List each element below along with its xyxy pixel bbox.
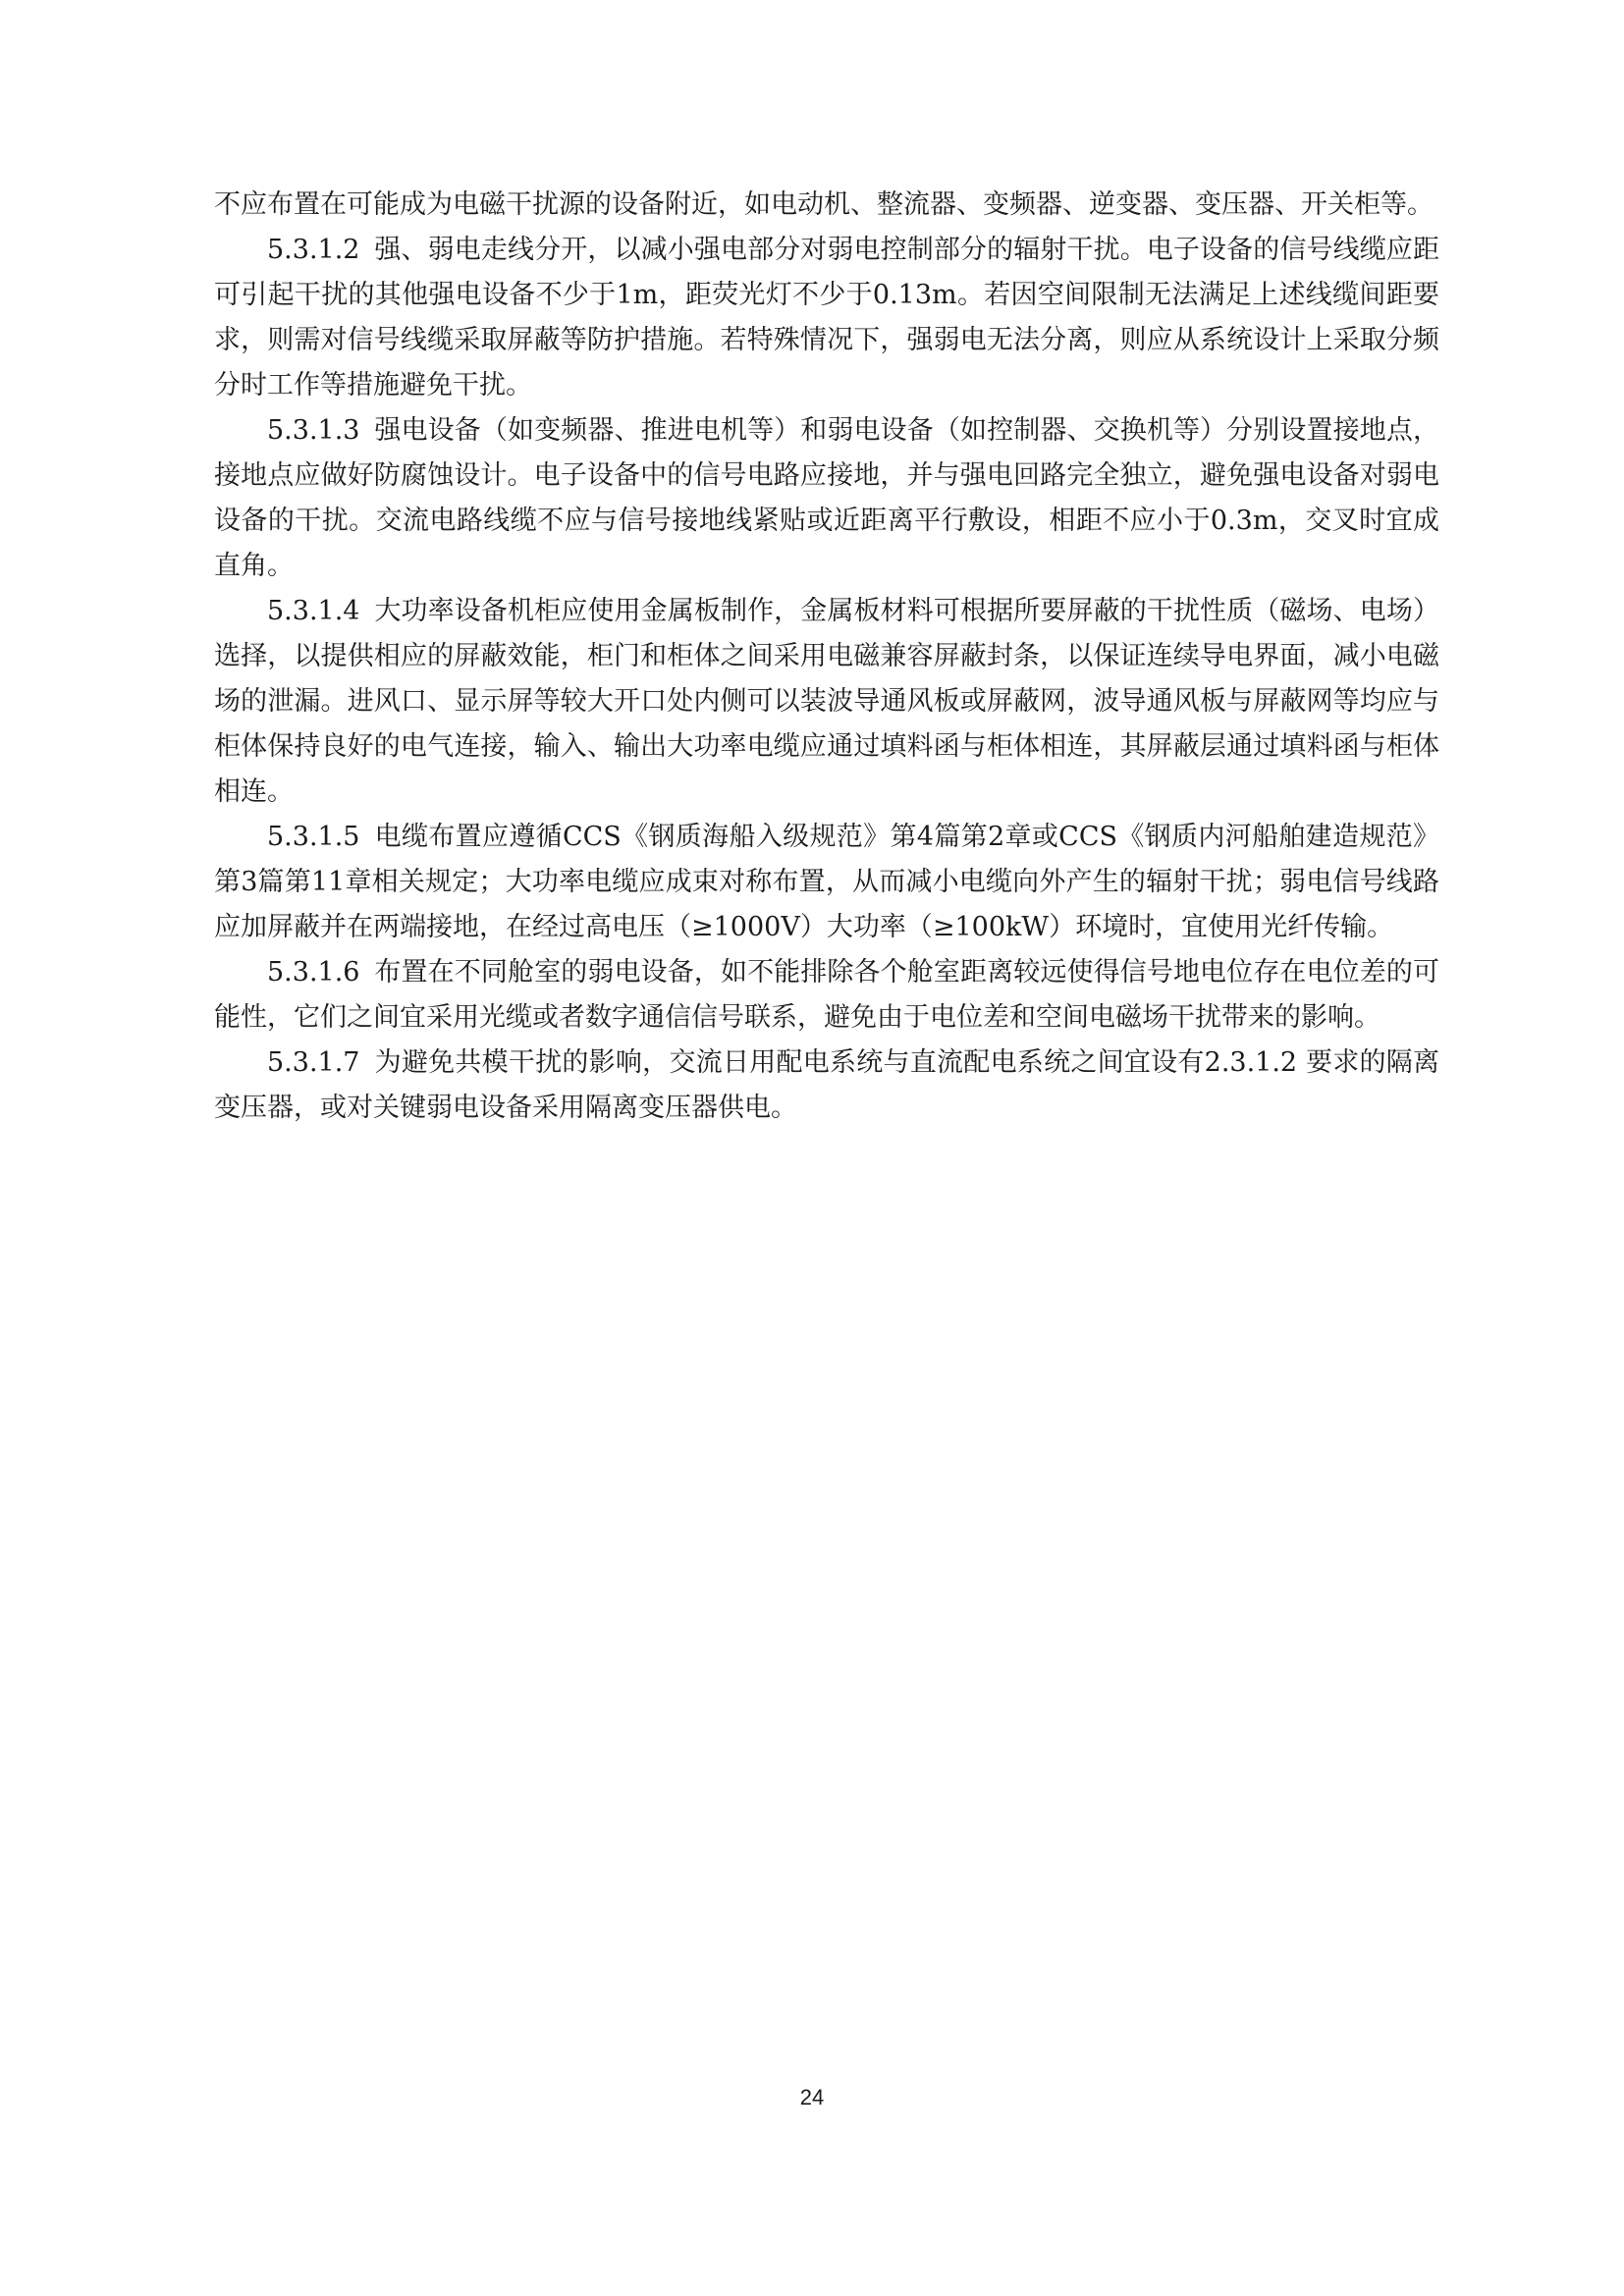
clause-text: 为避免共模干扰的影响，交流日用配电系统与直流配电系统之间宜设有2.3.1.2 要求的隔离变压器，或对关键弱电设备采用隔离变压器供电。: [214, 1047, 1439, 1123]
clause-5-3-1-4: [214, 589, 1439, 815]
clause-number: 5.3.1.6: [267, 957, 360, 988]
intro-continuation-paragraph: [214, 183, 1439, 228]
clause-5-3-1-2: [214, 228, 1439, 408]
page-number: 24: [799, 2085, 825, 2109]
clause-5-3-1-7: [214, 1041, 1439, 1131]
clause-number: 5.3.1.7: [267, 1047, 360, 1078]
clause-text: 电缆布置应遵循CCS《钢质海船入级规范》第4篇第2章或CCS《钢质内河船舶建造规范》第3篇第11章相关规定；大功率电缆应成束对称布置，从而减小电缆向外产生的辐射干扰；弱电信号线路应加屏蔽并在两端接地，在经过高电压（≥1000V）大功率（≥100kW）环境时，宜使用光纤传输。: [214, 822, 1439, 942]
clause-number: 5.3.1.2: [267, 235, 360, 265]
document-body: [214, 183, 1439, 1131]
clause-number: 5.3.1.5: [267, 822, 360, 852]
clause-text: 大功率设备机柜应使用金属板制作，金属板材料可根据所要屏蔽的干扰性质（磁场、电场）选择，以提供相应的屏蔽效能，柜门和柜体之间采用电磁兼容屏蔽封条，以保证连续导电界面，减小电磁场的泄漏。进风口、显示屏等较大开口处内侧可以装波导通风板或屏蔽网，波导通风板与屏蔽网等均应与柜体保持良好的电气连接，输入、输出大功率电缆应通过填料函与柜体相连，其屏蔽层通过填料函与柜体相连。: [214, 596, 1439, 807]
clause-text: 强、弱电走线分开，以减小强电部分对弱电控制部分的辐射干扰。电子设备的信号线缆应距可引起干扰的其他强电设备不少于1m，距荧光灯不少于0.13m。若因空间限制无法满足上述线缆间距要求，则需对信号线缆采取屏蔽等防护措施。若特殊情况下，强弱电无法分离，则应从系统设计上采取分频分时工作等措施避免干扰。: [214, 235, 1439, 400]
clause-number: 5.3.1.4: [267, 596, 360, 626]
intro-continuation-text: 不应布置在可能成为电磁干扰源的设备附近，如电动机、整流器、变频器、逆变器、变压器、开关柜等。: [214, 189, 1434, 220]
clause-number: 5.3.1.3: [267, 415, 360, 446]
clause-text: 强电设备（如变频器、推进电机等）和弱电设备（如控制器、交换机等）分别设置接地点，接地点应做好防腐蚀设计。电子设备中的信号电路应接地，并与强电回路完全独立，避免强电设备对弱电设备的干扰。交流电路线缆不应与信号接地线紧贴或近距离平行敷设，相距不应小于0.3m，交叉时宜成直角。: [214, 415, 1439, 581]
clause-5-3-1-5: [214, 815, 1439, 950]
clause-5-3-1-3: [214, 408, 1439, 589]
clause-5-3-1-6: [214, 950, 1439, 1041]
clause-text: 布置在不同舱室的弱电设备，如不能排除各个舱室距离较远使得信号地电位存在电位差的可能性，它们之间宜采用光缆或者数字通信信号联系，避免由于电位差和空间电磁场干扰带来的影响。: [214, 957, 1439, 1033]
